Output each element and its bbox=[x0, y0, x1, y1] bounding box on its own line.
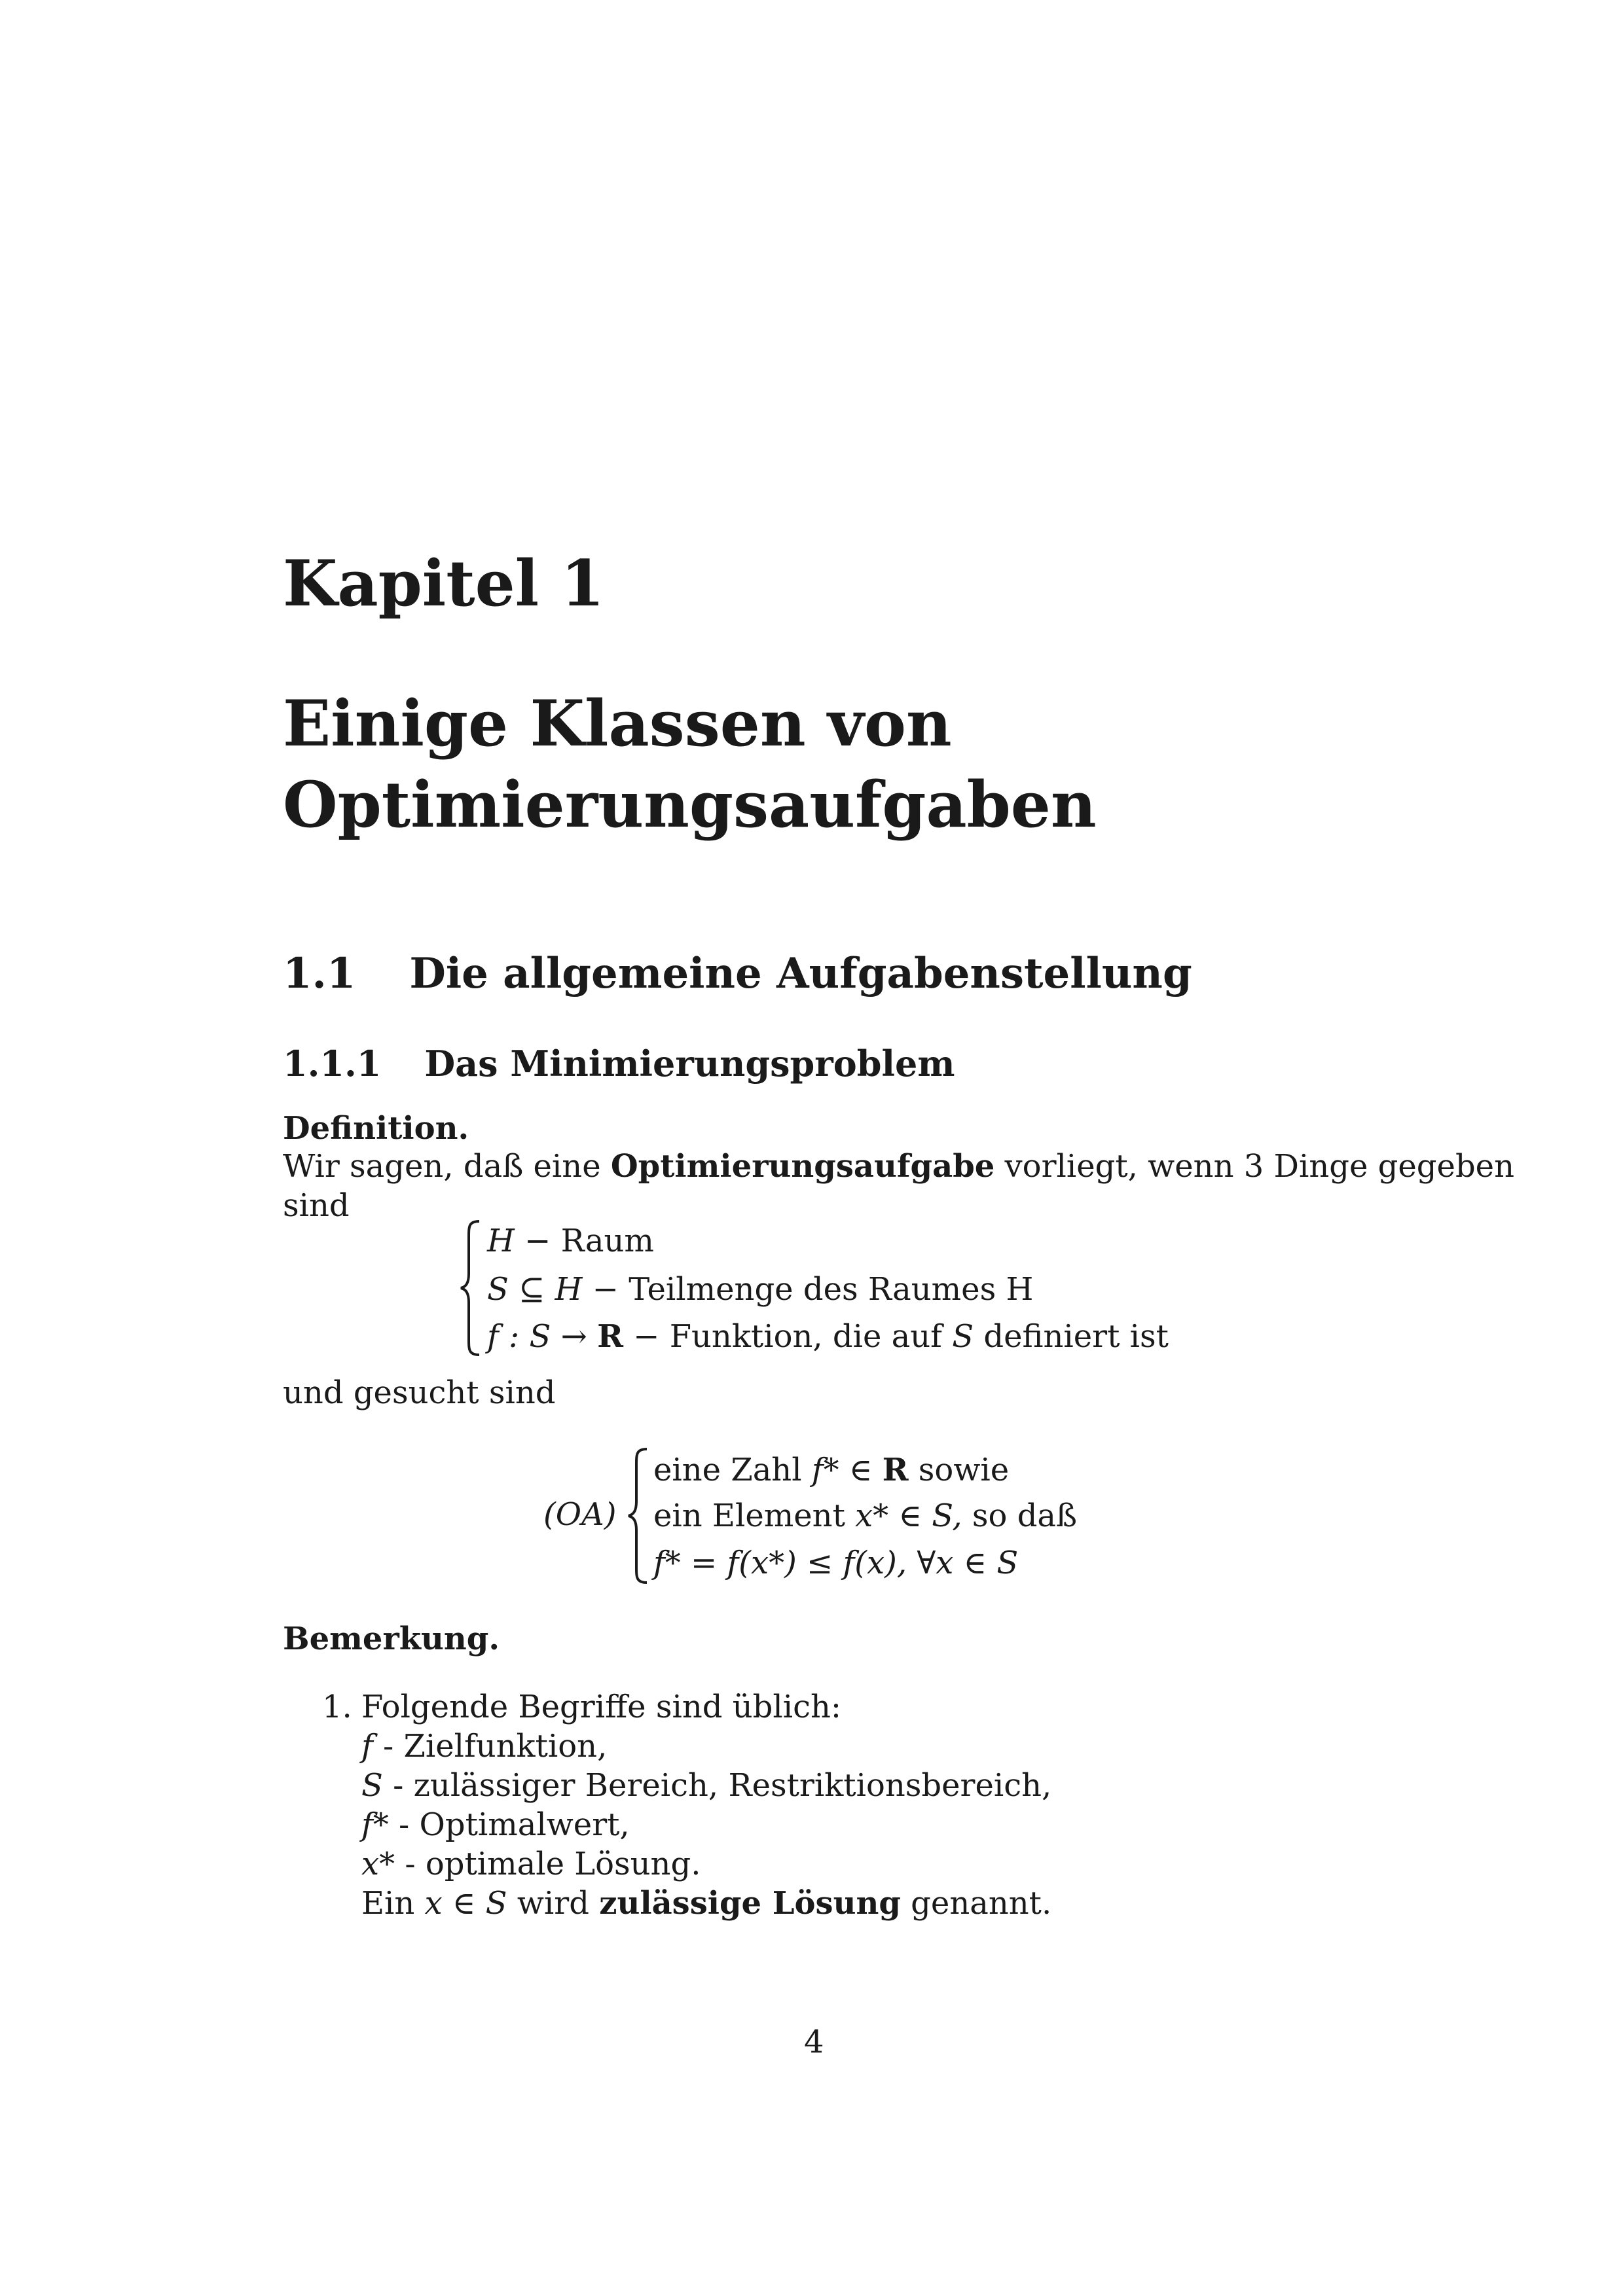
section-heading bbox=[283, 949, 1192, 998]
last-math: x ∈ S bbox=[424, 1885, 507, 1922]
last-pre: Ein bbox=[361, 1885, 425, 1922]
oa-label bbox=[543, 1496, 617, 1533]
left-brace-sought bbox=[626, 1446, 649, 1585]
sought-1-math: f* ∈ bbox=[811, 1452, 883, 1488]
definition-heading: Definition. bbox=[283, 1110, 469, 1147]
given-3-math: f : S → bbox=[487, 1318, 598, 1355]
given-1-text: − Raum bbox=[514, 1223, 654, 1259]
term-row bbox=[361, 1806, 630, 1843]
term-description: - zulässiger Bereich, Restriktionsbereich, bbox=[382, 1767, 1052, 1804]
term-description: - optimale Lösung. bbox=[395, 1846, 701, 1882]
sought-line-1 bbox=[653, 1454, 1009, 1486]
given-2-math: S ⊆ H bbox=[487, 1271, 583, 1308]
subsection-heading bbox=[283, 1043, 955, 1085]
sought-1-pre: eine Zahl bbox=[653, 1452, 812, 1488]
remark-heading: Bemerkung. bbox=[283, 1621, 500, 1657]
sought-2-math: x* ∈ S, bbox=[855, 1498, 962, 1534]
term-description: - Optimalwert, bbox=[388, 1806, 630, 1843]
last-post: genannt. bbox=[900, 1885, 1052, 1922]
term-symbol: f* bbox=[361, 1806, 389, 1843]
given-3-text: − Funktion, die auf bbox=[623, 1318, 953, 1355]
given-3-reals: R bbox=[597, 1318, 623, 1355]
left-brace-given bbox=[458, 1219, 482, 1357]
chapter-title-line2: Optimierungsaufgaben bbox=[283, 768, 1097, 842]
sought-1-reals: R bbox=[882, 1452, 909, 1488]
definition-intro bbox=[283, 1148, 1514, 1185]
section-title: Die allgemeine Aufgabenstellung bbox=[409, 949, 1192, 998]
feasible-solution-line bbox=[361, 1885, 1052, 1922]
subsection-title: Das Minimierungsproblem bbox=[424, 1043, 955, 1085]
term-row bbox=[361, 1848, 701, 1880]
page-number: 4 bbox=[804, 2024, 824, 2060]
term-row bbox=[361, 1728, 608, 1765]
last-mid: wird bbox=[507, 1885, 600, 1922]
given-line-2 bbox=[487, 1271, 1034, 1308]
intro-post: vorliegt, wenn 3 Dinge gegeben bbox=[994, 1148, 1514, 1185]
definition-intro-cont: sind bbox=[283, 1187, 350, 1224]
given-line-3 bbox=[487, 1318, 1169, 1355]
sought-line-2 bbox=[653, 1500, 1077, 1532]
sought-line-3: f* = f(x*) ≤ f(x), ∀x ∈ S bbox=[653, 1545, 1019, 1581]
subsection-number: 1.1.1 bbox=[283, 1043, 382, 1085]
term-symbol: f bbox=[361, 1728, 373, 1765]
term-symbol: S bbox=[361, 1767, 383, 1804]
sought-1-post: sowie bbox=[908, 1452, 1010, 1488]
given-1-math: H bbox=[487, 1223, 515, 1259]
term-symbol: x* bbox=[361, 1846, 395, 1882]
given-2-text: − Teilmenge des Raumes H bbox=[582, 1271, 1034, 1308]
intro-pre: Wir sagen, daß eine bbox=[283, 1148, 611, 1185]
intro-bold-term: Optimierungsaufgabe bbox=[610, 1148, 995, 1185]
last-bold-term: zulässige Lösung bbox=[599, 1885, 901, 1922]
sought-intro: und gesucht sind bbox=[283, 1374, 556, 1411]
chapter-title-line1: Einige Klassen von bbox=[283, 687, 952, 761]
section-number: 1.1 bbox=[283, 949, 356, 998]
sought-2-post: so daß bbox=[962, 1498, 1078, 1534]
term-description: - Zielfunktion, bbox=[373, 1728, 608, 1765]
sought-2-pre: ein Element bbox=[653, 1498, 856, 1534]
remark-item-intro: Folgende Begriffe sind üblich: bbox=[361, 1689, 842, 1725]
given-3-math2: S bbox=[952, 1318, 974, 1355]
given-line-1 bbox=[487, 1225, 654, 1257]
chapter-label: Kapitel 1 bbox=[283, 547, 605, 620]
oa-label-text: (OA) bbox=[543, 1496, 617, 1533]
remark-item-number: 1. bbox=[322, 1689, 352, 1725]
given-3-text2: definiert ist bbox=[974, 1318, 1169, 1355]
term-row bbox=[361, 1767, 1052, 1804]
